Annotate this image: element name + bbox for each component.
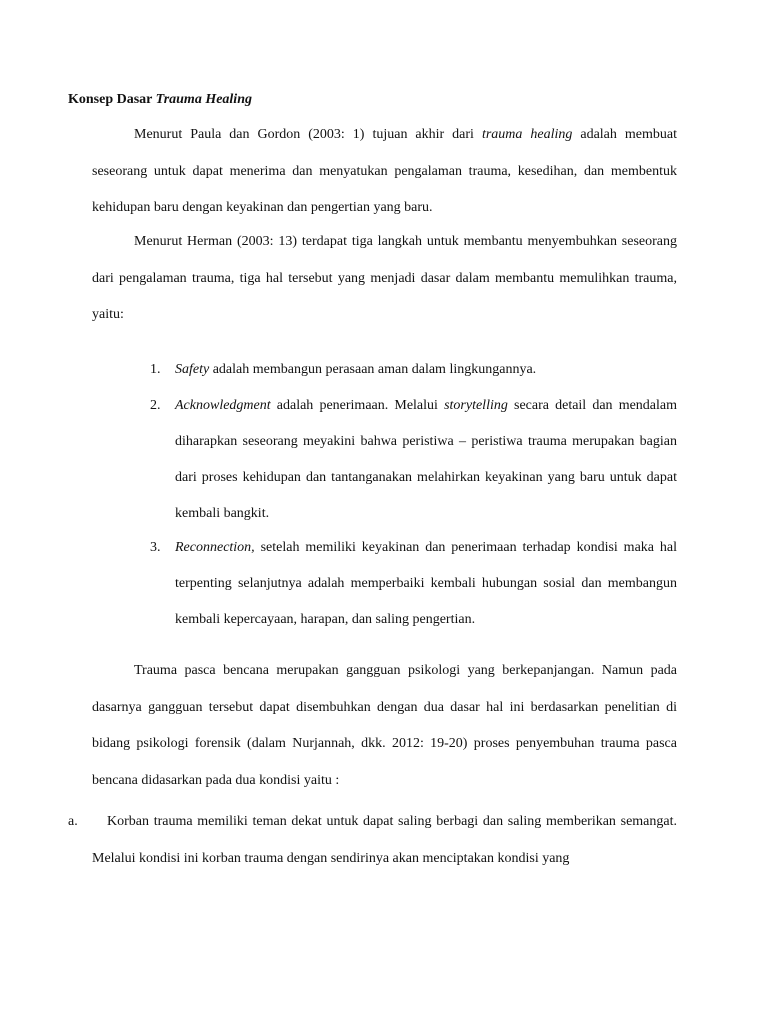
- alpha-item-text: Korban trauma memiliki teman dekat untuk dapat saling berbagi dan saling memberikan semangat. Melalui kondisi ini korban trauma dengan sendirinya akan menciptakan kondisi yang: [92, 814, 677, 866]
- paragraph-1-italic: trauma healing: [481, 127, 573, 142]
- list-item-acknowledgment: [150, 388, 677, 532]
- list-item-term: Reconnection,: [175, 540, 255, 555]
- paragraph-paula-gordon: [92, 117, 677, 227]
- list-item-text: adalah membangun perasaan aman dalam lingkungannya.: [209, 362, 537, 377]
- list-item-text-continued: secara detail dan mendalam diharapkan seseorang meyakini bahwa peristiwa – peristiwa trauma merupakan bagian dari proses kehidupan dan tantanganakan melahirkan keyakinan yang baru untuk dapat kembali bangkit.: [175, 398, 678, 521]
- list-item-term: Acknowledgment: [175, 398, 271, 413]
- heading-italic-text: Trauma Healing: [155, 92, 252, 107]
- paragraph-trauma-pasca-bencana: Trauma pasca bencana merupakan gangguan psikologi yang berkepanjangan. Namun pada dasarnya gangguan tersebut dapat disembuhkan dengan dua dasar hal ini berdasarkan penelitian di bidang psikologi forensik (dalam Nurjannah, dkk. 2012: 19-20) proses penyembuhan trauma pasca bencana didasarkan pada dua kondisi yaitu :: [92, 663, 677, 788]
- list-number: 3.: [150, 540, 161, 555]
- paragraph-1-before: Menurut Paula dan Gordon (2003: 1) tujuan akhir dari: [134, 127, 482, 142]
- list-item-text: setelah memiliki keyakinan dan penerimaan terhadap kondisi maka hal terpenting selanjutnya adalah memperbaiki kembali hubungan sosial dan membangun kembali kepercayaan, harapan, dan saling pengertian.: [175, 540, 677, 627]
- list-item-term: Safety: [175, 362, 210, 377]
- list-item-safety: [150, 352, 677, 388]
- list-item-text: adalah penerimaan. Melalui: [270, 398, 445, 413]
- list-item-term-storytelling: storytelling: [444, 398, 508, 413]
- list-number: 2.: [150, 398, 161, 413]
- alpha-list-item-a: [68, 804, 677, 877]
- paragraph-herman: Menurut Herman (2003: 13) terdapat tiga langkah untuk membantu menyembuhkan seseorang dari pengalaman trauma, tiga hal tersebut yang menjadi dasar dalam membantu memulihkan trauma, yaitu:: [92, 234, 677, 322]
- section-heading: [68, 92, 252, 108]
- heading-bold-text: Konsep Dasar: [68, 92, 156, 107]
- list-number: 1.: [150, 362, 161, 377]
- list-item-reconnection: [150, 530, 677, 638]
- alpha-marker: a.: [68, 814, 78, 829]
- paragraph-1-after: adalah membuat seseorang untuk dapat menerima dan menyatukan pengalaman trauma, kesedihan, dan membentuk kehidupan baru dengan keyakinan dan pengertian yang baru.: [92, 127, 677, 215]
